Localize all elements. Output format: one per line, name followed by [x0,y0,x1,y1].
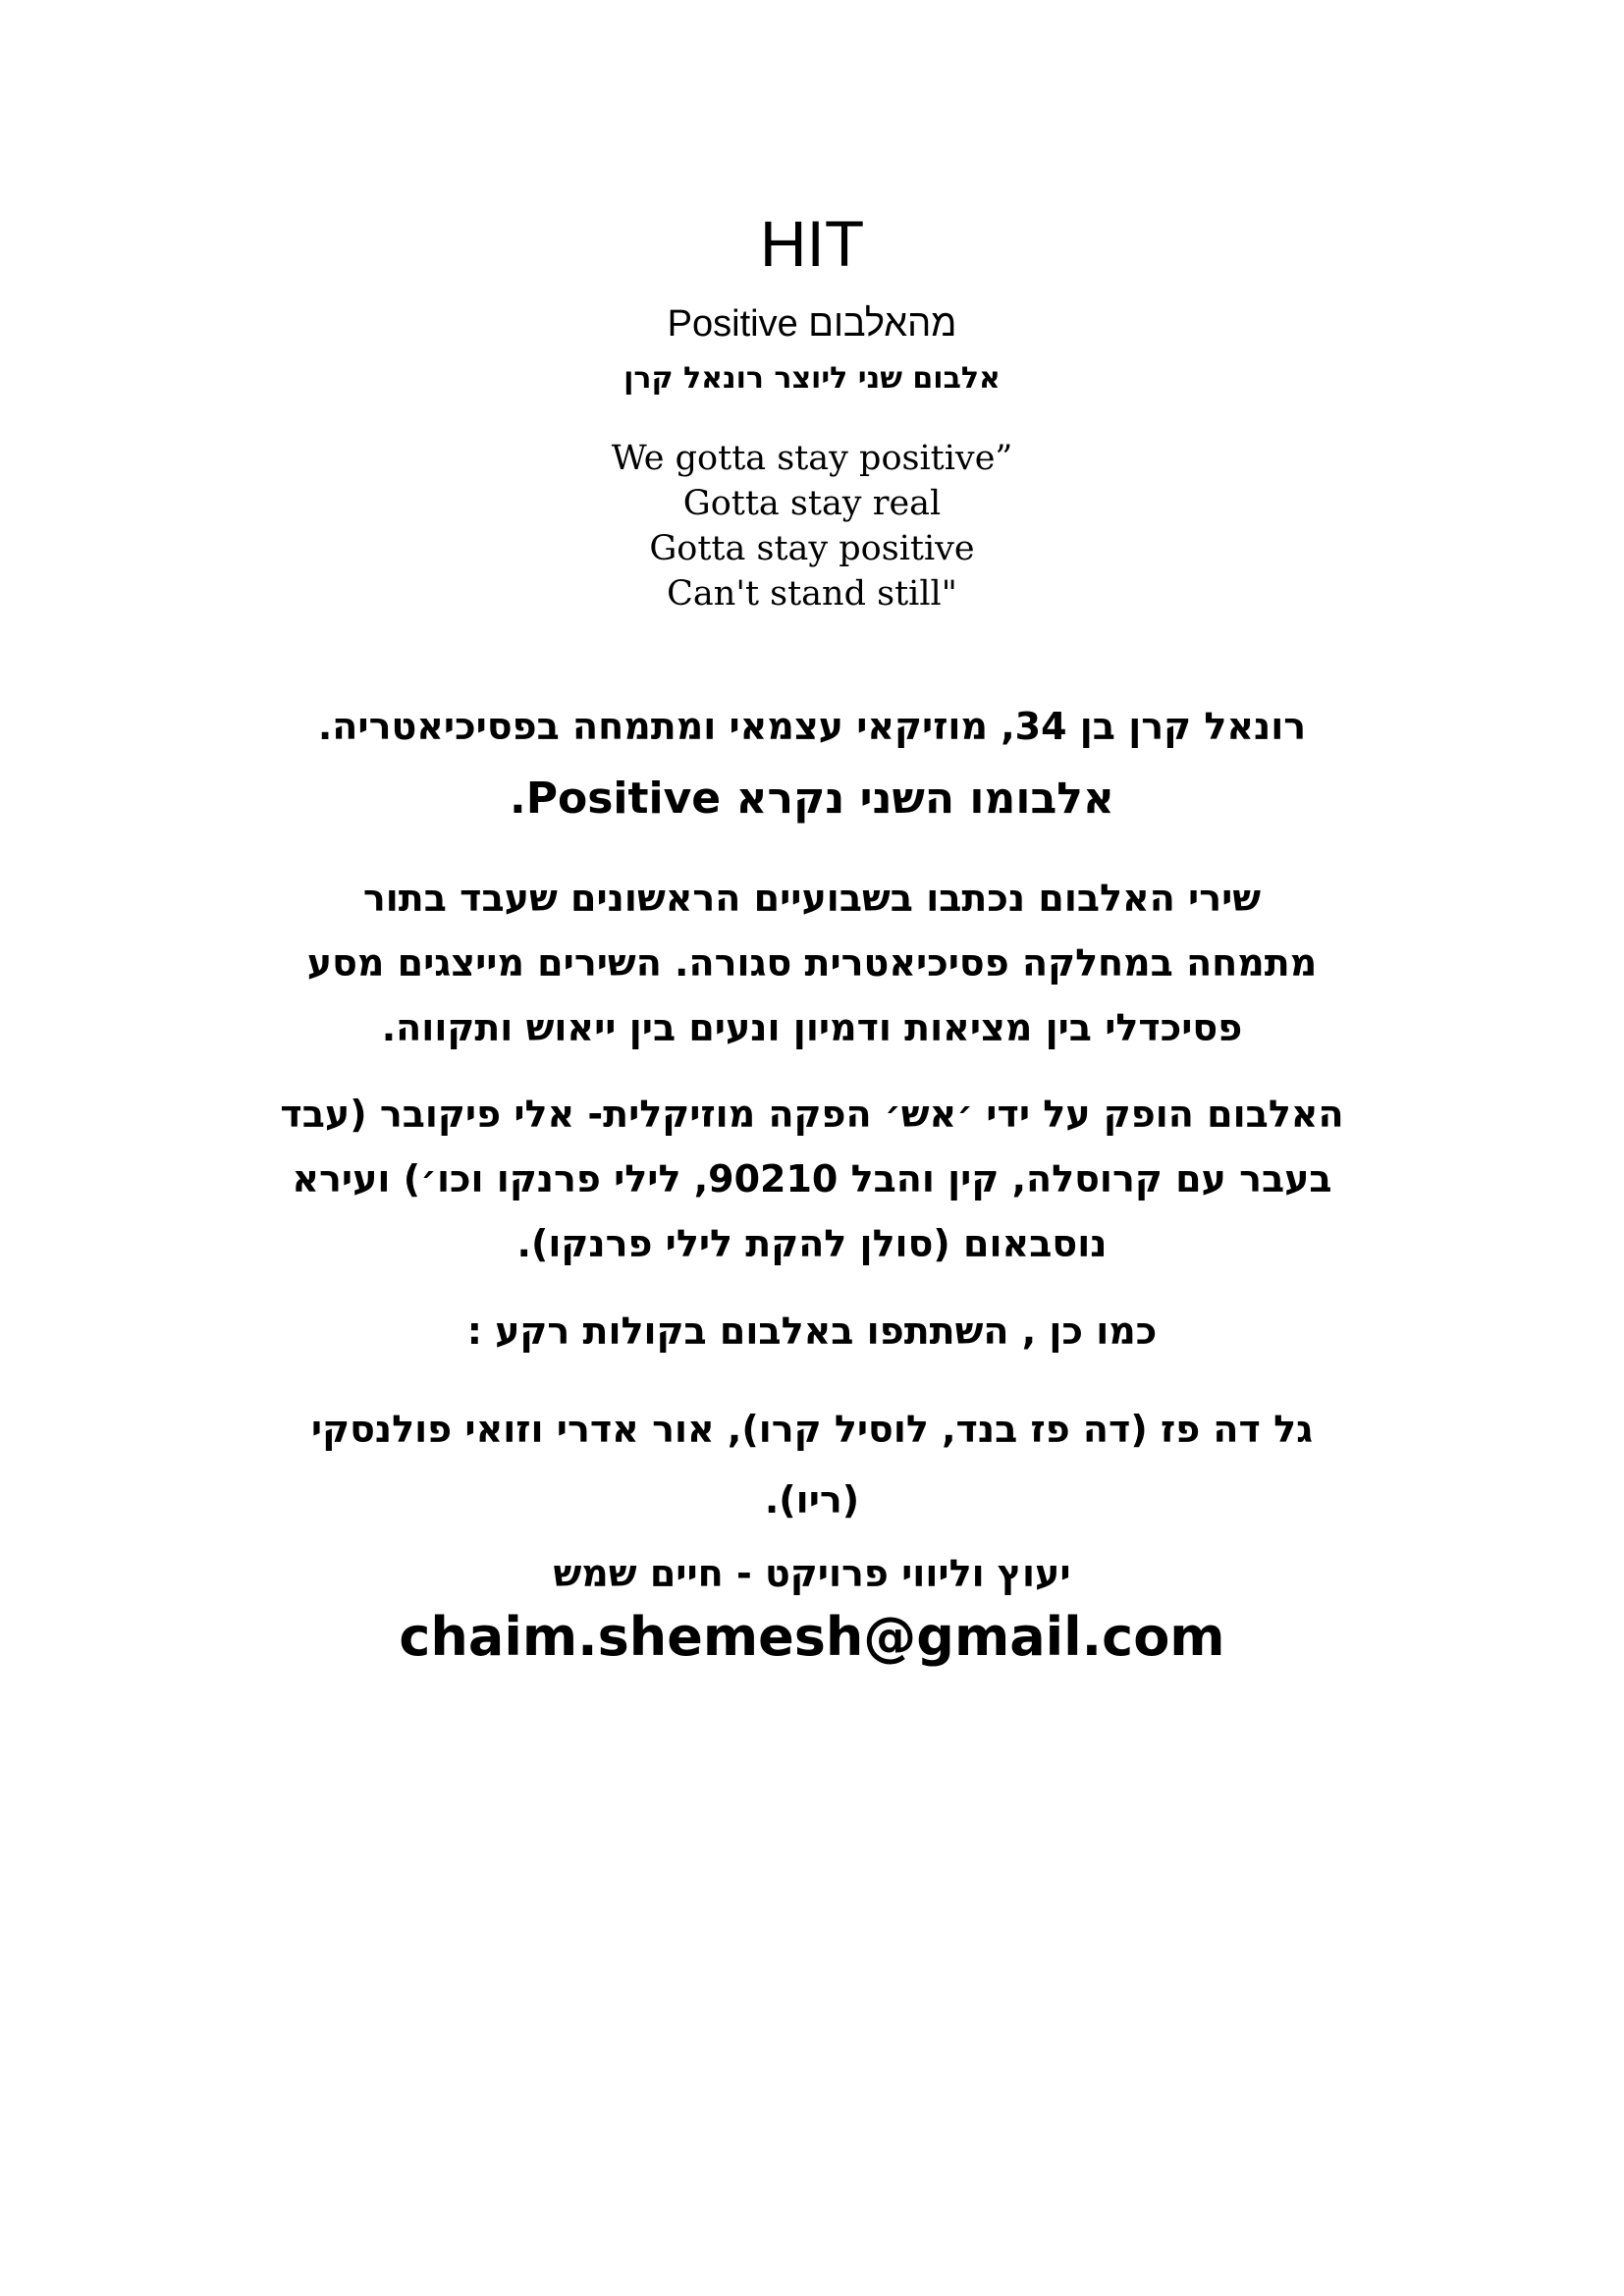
lyrics-line: We gotta stay positive” [611,439,1013,478]
paragraph-line: מתמחה במחלקה פסיכיאטרית סגורה. השירים מייצגים מסע [306,941,1318,985]
backing-vocals-heading: כמו כן , השתתפו באלבום בקולות רקע : [466,1309,1158,1353]
written-paragraph [0,866,1624,1060]
paragraph-line: שירי האלבום נכתבו בשבועיים הראשונים שעבד בתור [362,877,1262,920]
lyrics-quote [0,436,1624,616]
lyrics-line: Gotta stay real [682,484,942,523]
paragraph-line: נוסבאום (סולן להקת לילי פרנקו). [516,1222,1108,1265]
paragraph-line: גל דה פז (דה פז בנד, לוסיל קרו), אור אדרי וזואי פולנסקי [310,1408,1314,1451]
advisor-line: יעוץ וליווי פרויקט - חיים שמש [553,1552,1071,1595]
paragraph-line: פסיכדלי בין מציאות ודמיון ונעים בין ייאוש ותקווה. [381,1006,1243,1049]
lyrics-line: Gotta stay positive [649,529,975,568]
paragraph-line: האלבום הופק על ידי ׳אש׳ הפקה מוזיקלית- אלי פיקובר (עבד [280,1093,1344,1136]
creator-line: אלבום שני ליוצר רונאל קרן [623,361,1001,396]
produced-paragraph [0,1082,1624,1276]
guests-paragraph [0,1394,1624,1535]
page-title: HIT [759,207,865,280]
paragraph-line: (ריו). [764,1478,860,1522]
intro-line-2: אלבומו השני נקרא Positive. [510,774,1114,824]
lyrics-line: Can't stand still" [667,574,957,614]
paragraph-line: בעבר עם קרוסלה, קין והבל 90210, לילי פרנקו וכו׳) ועירא [292,1157,1332,1201]
intro-line-1: רונאל קרן בן 34, מוזיקאי עצמאי ומתמחה בפסיכיאטריה. [317,705,1307,748]
album-subtitle: מהאלבום Positive [667,303,957,345]
contact-email[interactable]: chaim.shemesh@gmail.com [399,1606,1225,1668]
